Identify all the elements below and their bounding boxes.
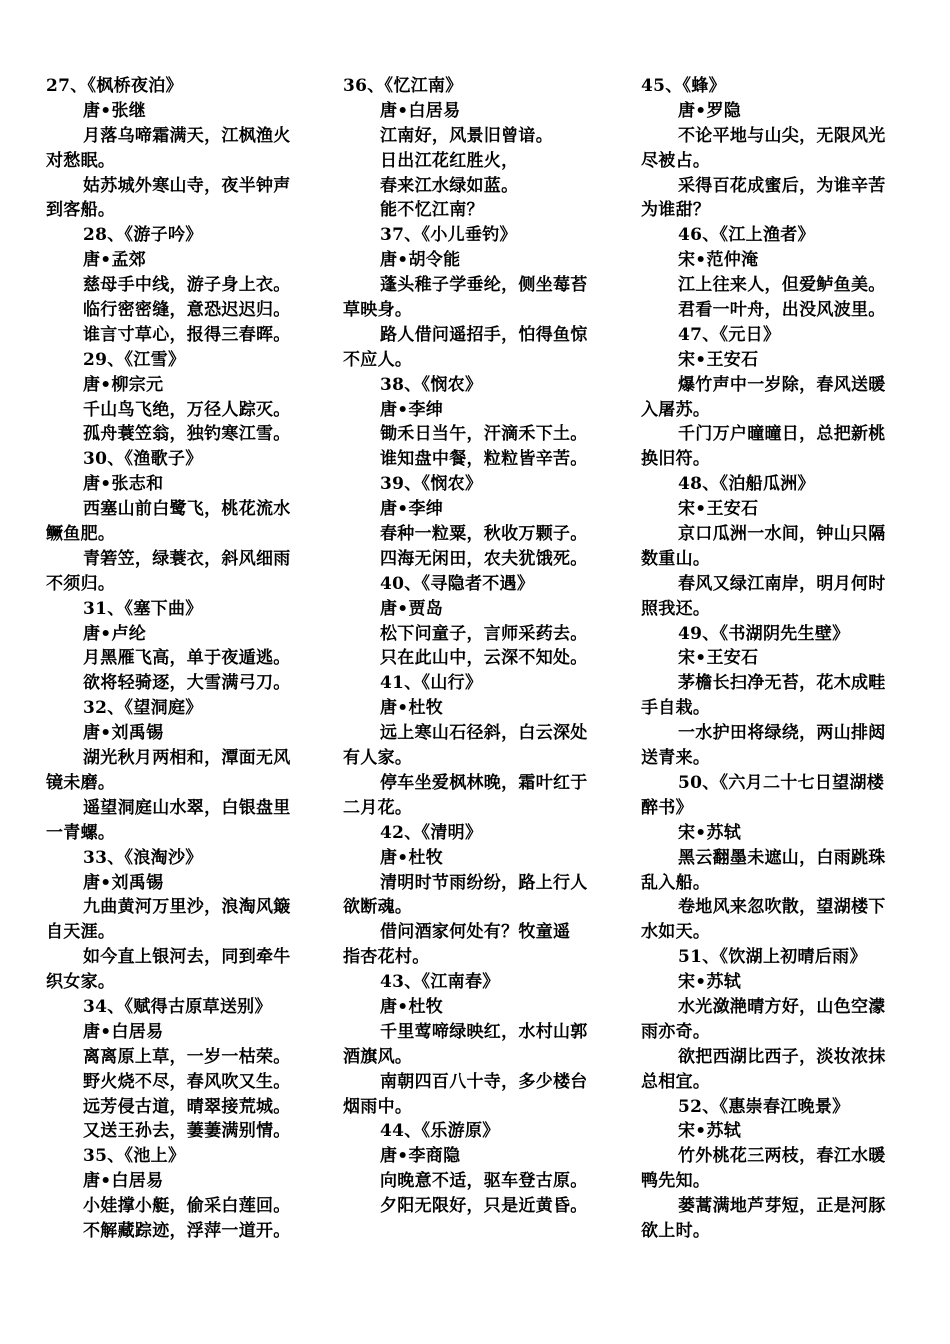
poem-title: 37、《小儿垂钓》 — [380, 225, 517, 246]
poem-line: 四海无闲田，农夫犹饿死。 — [380, 548, 588, 569]
poem-line: 月黑雁飞高，单于夜遁逃。 — [83, 648, 291, 669]
poem-line: 水光潋滟晴方好，山色空濛 — [678, 996, 886, 1017]
poem-line: 水如天。 — [641, 922, 711, 943]
poem-line: 鸭先知。 — [641, 1171, 711, 1192]
poem-title: 33、《浪淘沙》 — [83, 847, 203, 868]
poem-author: 唐•杜牧 — [380, 996, 444, 1017]
poem-line: 远芳侵古道，晴翠接荒城。 — [83, 1096, 291, 1117]
poem-title: 31、《塞下曲》 — [83, 598, 203, 619]
poem-author: 唐•张志和 — [83, 474, 164, 495]
poem-line: 小娃撑小艇，偷采白莲回。 — [83, 1196, 291, 1217]
poem-author: 唐•白居易 — [380, 100, 461, 121]
poem-line: 欲将轻骑逐，大雪满弓刀。 — [83, 673, 291, 694]
poem-line: 春来江水绿如蓝。 — [380, 175, 519, 196]
poem-title: 34、《赋得古原草送别》 — [83, 996, 272, 1017]
poem-line: 九曲黄河万里沙，浪淘风簸 — [83, 897, 291, 918]
poem-title: 36、《忆江南》 — [343, 76, 463, 96]
poem-line: 照我还。 — [641, 598, 711, 619]
poem-line: 蒌蒿满地芦芽短，正是河豚 — [678, 1196, 886, 1217]
poem-line: 为谁甜？ — [641, 200, 711, 221]
poem-line: 远上寒山石径斜，白云深处 — [380, 723, 588, 744]
poem-line: 黑云翻墨未遮山，白雨跳珠 — [678, 847, 886, 868]
poem-line: 蓬头稚子学垂纶，侧坐莓苔 — [380, 275, 588, 296]
poem-title: 42、《清明》 — [380, 822, 483, 843]
poem-line: 织女家。 — [46, 972, 116, 993]
poem-author: 唐•李绅 — [380, 499, 444, 520]
column-3 — [641, 74, 909, 1244]
poem-author: 唐•张继 — [83, 100, 147, 121]
poem-author: 唐•刘禹锡 — [83, 723, 164, 744]
poem-title: 47、《元日》 — [678, 324, 781, 345]
poem-line: 换旧符。 — [641, 449, 711, 470]
poem-title: 51、《饮湖上初晴后雨》 — [678, 947, 867, 968]
poem-title: 44、《乐游原》 — [380, 1121, 500, 1142]
poem-line: 临行密密缝，意恐迟迟归。 — [83, 300, 291, 321]
poem-line: 指杏花村。 — [343, 947, 430, 968]
poem-title: 30、《渔歌子》 — [83, 449, 203, 470]
poem-line: 千门万户曈曈日，总把新桃 — [678, 424, 886, 445]
poem-line: 卷地风来忽吹散，望湖楼下 — [678, 897, 886, 918]
poem-line: 烟雨中。 — [343, 1096, 413, 1117]
poem-line: 湖光秋月两相和，潭面无风 — [83, 748, 291, 769]
poem-author: 唐•胡令能 — [380, 250, 461, 271]
poem-line: 不须归。 — [46, 573, 116, 594]
poem-line: 千山鸟飞绝，万径人踪灭。 — [83, 399, 291, 420]
poem-line: 欲把西湖比西子，淡妆浓抹 — [678, 1046, 886, 1067]
poem-line: 手自栽。 — [641, 698, 711, 719]
poem-line: 谁言寸草心，报得三春晖。 — [83, 324, 291, 345]
poem-title: 46、《江上渔者》 — [678, 225, 815, 246]
poem-line: 向晚意不适，驱车登古原。 — [380, 1171, 588, 1192]
poem-line: 不论平地与山尖，无限风光 — [678, 125, 886, 146]
poem-line: 又送王孙去，萋萋满别情。 — [83, 1121, 291, 1142]
poem-title: 醉书》 — [641, 797, 693, 818]
poem-author: 宋•苏轼 — [678, 822, 742, 843]
poem-line: 停车坐爱枫林晚，霜叶红于 — [380, 772, 588, 793]
poem-author: 宋•苏轼 — [678, 972, 742, 993]
poem-line: 有人家。 — [343, 748, 413, 769]
poem-line: 不解藏踪迹，浮萍一道开。 — [83, 1220, 291, 1241]
poem-title: 49、《书湖阴先生壁》 — [678, 623, 850, 644]
poem-line: 离离原上草，一岁一枯荣。 — [83, 1046, 291, 1067]
column-2 — [343, 74, 611, 1219]
poem-line: 路人借问遥招手，怕得鱼惊 — [380, 324, 588, 345]
poem-line: 君看一叶舟，出没风波里。 — [678, 300, 886, 321]
poem-line: 能不忆江南？ — [380, 200, 484, 221]
poem-author: 唐•李绅 — [380, 399, 444, 420]
poem-title: 28、《游子吟》 — [83, 225, 203, 246]
poem-line: 南朝四百八十寺，多少楼台 — [380, 1071, 588, 1092]
poem-title: 48、《泊船瓜洲》 — [678, 474, 815, 495]
poem-line: 春风又绿江南岸，明月何时 — [678, 573, 886, 594]
poem-line: 谁知盘中餐，粒粒皆辛苦。 — [380, 449, 588, 470]
poem-line: 采得百花成蜜后，为谁辛苦 — [678, 175, 886, 196]
poem-line: 爆竹声中一岁除，春风送暖 — [678, 374, 886, 395]
poem-line: 青箬笠，绿蓑衣，斜风细雨 — [83, 548, 291, 569]
poem-line: 数重山。 — [641, 548, 711, 569]
poem-line: 对愁眠。 — [46, 150, 116, 171]
poem-line: 欲断魂。 — [343, 897, 413, 918]
poem-line: 一水护田将绿绕，两山排闼 — [678, 723, 886, 744]
poem-line: 二月花。 — [343, 797, 413, 818]
poem-title: 41、《山行》 — [380, 673, 483, 694]
poem-line: 清明时节雨纷纷，路上行人 — [380, 872, 588, 893]
poem-line: 日出江花红胜火， — [380, 150, 519, 171]
poem-line: 江南好，风景旧曾谙。 — [380, 125, 553, 146]
poem-author: 宋•王安石 — [678, 648, 759, 669]
poem-author: 宋•范仲淹 — [678, 250, 759, 271]
column-1 — [46, 74, 314, 1244]
poem-title: 43、《江南春》 — [380, 972, 500, 993]
poem-line: 只在此山中，云深不知处。 — [380, 648, 588, 669]
poem-title: 32、《望洞庭》 — [83, 698, 203, 719]
poem-line: 欲上时。 — [641, 1220, 711, 1241]
poem-author: 唐•罗隐 — [678, 100, 742, 121]
poem-line: 西塞山前白鹭飞，桃花流水 — [83, 499, 291, 520]
poem-title: 38、《悯农》 — [380, 374, 483, 395]
poem-line: 春种一粒粟，秋收万颗子。 — [380, 524, 588, 545]
poem-line: 遥望洞庭山水翠，白银盘里 — [83, 797, 291, 818]
poem-line: 慈母手中线，游子身上衣。 — [83, 275, 291, 296]
poem-title: 40、《寻隐者不遇》 — [380, 573, 535, 594]
poem-line: 江上往来人，但爱鲈鱼美。 — [678, 275, 886, 296]
poem-line: 夕阳无限好，只是近黄昏。 — [380, 1196, 588, 1217]
poem-line: 不应人。 — [343, 349, 413, 370]
poem-line: 镜未磨。 — [46, 772, 116, 793]
poem-author: 唐•白居易 — [83, 1171, 164, 1192]
poem-title: 50、《六月二十七日望湖楼 — [678, 772, 885, 793]
poem-line: 到客船。 — [46, 200, 116, 221]
poem-author: 唐•贾岛 — [380, 598, 444, 619]
poem-line: 乱入船。 — [641, 872, 711, 893]
poem-author: 唐•柳宗元 — [83, 374, 164, 395]
poem-line: 送青来。 — [641, 748, 711, 769]
poem-line: 一青螺。 — [46, 822, 116, 843]
poem-line: 姑苏城外寒山寺，夜半钟声 — [83, 175, 291, 196]
poem-author: 唐•杜牧 — [380, 698, 444, 719]
poem-title: 39、《悯农》 — [380, 474, 483, 495]
poem-line: 雨亦奇。 — [641, 1021, 711, 1042]
poem-line: 鳜鱼肥。 — [46, 524, 116, 545]
poem-author: 唐•卢纶 — [83, 623, 147, 644]
poem-title: 45、《蜂》 — [641, 76, 726, 96]
poem-line: 野火烧不尽，春风吹又生。 — [83, 1071, 291, 1092]
poem-author: 唐•李商隐 — [380, 1146, 461, 1167]
poem-line: 锄禾日当午，汗滴禾下土。 — [380, 424, 588, 445]
poem-author: 宋•苏轼 — [678, 1121, 742, 1142]
poem-line: 孤舟蓑笠翁，独钓寒江雪。 — [83, 424, 291, 445]
poem-line: 酒旗风。 — [343, 1046, 413, 1067]
poem-line: 如今直上银河去，同到牵牛 — [83, 947, 291, 968]
poem-author: 宋•王安石 — [678, 499, 759, 520]
poem-line: 月落乌啼霜满天，江枫渔火 — [83, 125, 291, 146]
poem-line: 入屠苏。 — [641, 399, 711, 420]
poem-author: 唐•白居易 — [83, 1021, 164, 1042]
poem-author: 唐•孟郊 — [83, 250, 147, 271]
poem-author: 唐•杜牧 — [380, 847, 444, 868]
poem-line: 京口瓜洲一水间，钟山只隔 — [678, 524, 886, 545]
poem-line: 自天涯。 — [46, 922, 116, 943]
poem-author: 唐•刘禹锡 — [83, 872, 164, 893]
poem-title: 27、《枫桥夜泊》 — [46, 76, 183, 96]
poem-line: 总相宜。 — [641, 1071, 711, 1092]
poem-author: 宋•王安石 — [678, 349, 759, 370]
poem-title: 29、《江雪》 — [83, 349, 186, 370]
poem-line: 草映身。 — [343, 300, 413, 321]
poem-line: 千里莺啼绿映红，水村山郭 — [380, 1021, 588, 1042]
poem-title: 35、《池上》 — [83, 1146, 186, 1167]
poem-line: 借问酒家何处有？牧童遥 — [380, 922, 571, 943]
poem-line: 茅檐长扫净无苔，花木成畦 — [678, 673, 886, 694]
poem-line: 尽被占。 — [641, 150, 711, 171]
poem-line: 松下问童子，言师采药去。 — [380, 623, 588, 644]
poem-title: 52、《惠崇春江晚景》 — [678, 1096, 850, 1117]
poem-line: 竹外桃花三两枝，春江水暖 — [678, 1146, 886, 1167]
